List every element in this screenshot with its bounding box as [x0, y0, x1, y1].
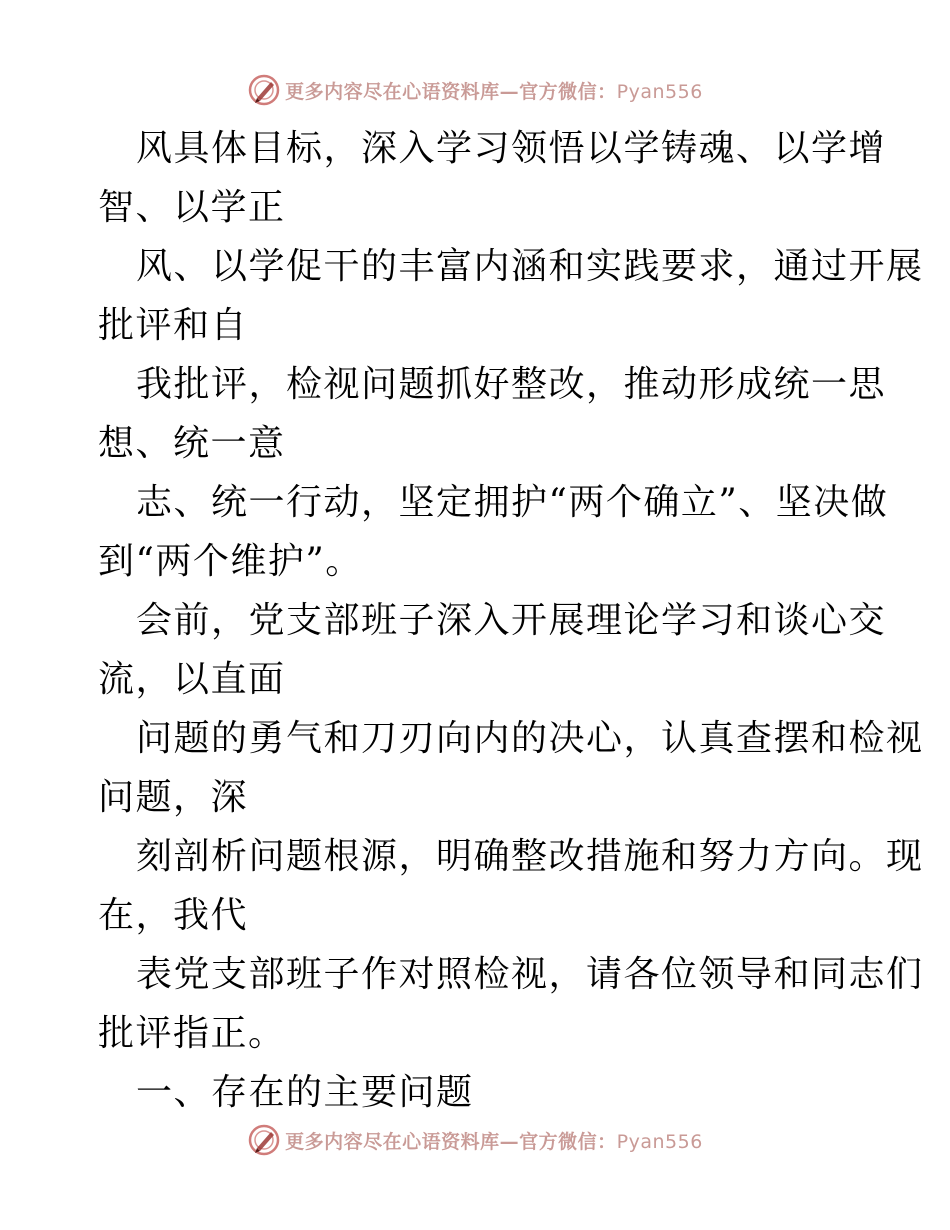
text-line: 问题，深: [98, 777, 249, 818]
text-line: 我批评，检视问题抓好整改，推动形成统一思: [136, 364, 887, 405]
pen-logo-icon: [247, 73, 281, 107]
document-body: [98, 119, 924, 1122]
text-line: 表党支部班子作对照检视，请各位领导和同志们: [136, 954, 924, 995]
text-line: 会前，党支部班子深入开展理论学习和谈心交: [136, 600, 887, 641]
text-line: 刻剖析问题根源，明确整改措施和努力方向。现: [136, 836, 924, 877]
pen-logo-icon: [247, 1123, 281, 1157]
text-line: 想、统一意: [98, 423, 286, 464]
text-line: 到“两个维护”。: [98, 541, 363, 582]
section-heading: 一、存在的主要问题: [136, 1072, 474, 1113]
watermark-text: 更多内容尽在心语资料库—官方微信：Pyan556: [285, 80, 703, 103]
text-line: 风、以学促干的丰富内涵和实践要求，通过开展: [136, 246, 924, 287]
header-watermark: [0, 70, 950, 110]
text-line: 志、统一行动，坚定拥护“两个确立”、坚决做: [136, 482, 889, 523]
text-line: 批评和自: [98, 305, 249, 346]
footer-watermark: [0, 1120, 950, 1160]
text-line: 流，以直面: [98, 659, 286, 700]
text-line: 智、以学正: [98, 187, 286, 228]
watermark-text: 更多内容尽在心语资料库—官方微信：Pyan556: [285, 1130, 703, 1153]
text-line: 问题的勇气和刀刃向内的决心，认真查摆和检视: [136, 718, 924, 759]
text-line: 批评指正。: [98, 1013, 286, 1054]
text-line: 在，我代: [98, 895, 249, 936]
text-line: 风具体目标，深入学习领悟以学铸魂、以学增: [136, 128, 887, 169]
